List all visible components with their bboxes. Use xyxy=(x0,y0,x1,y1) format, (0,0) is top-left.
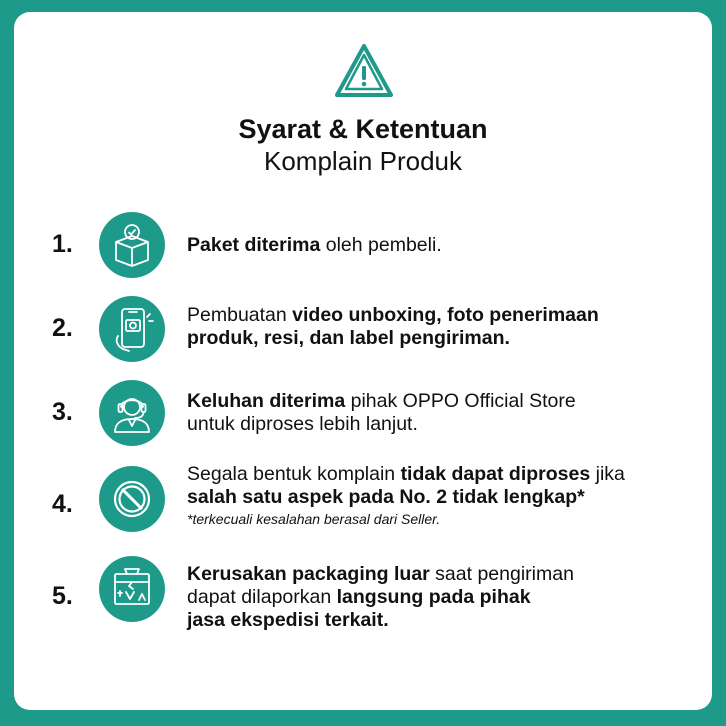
item-text-line xyxy=(187,413,687,436)
page-subtitle: Komplain Produk xyxy=(264,146,462,176)
item-text-line xyxy=(187,327,687,350)
item-text-bold: produk, resi, dan label pengiriman. xyxy=(187,327,510,349)
item-text-regular: jika xyxy=(590,463,625,485)
item-text-line xyxy=(187,234,687,257)
item-icon-circle xyxy=(99,212,165,278)
item-text-bold: tidak dapat diproses xyxy=(400,463,591,485)
item-text-bold: jasa ekspedisi terkait. xyxy=(187,609,389,631)
item-icon-circle xyxy=(99,296,165,362)
item-icon-circle xyxy=(99,466,165,532)
item-icon-circle xyxy=(99,556,165,622)
item-text-bold: Kerusakan packaging luar xyxy=(187,563,430,585)
item-number: 3. xyxy=(52,398,73,426)
item-text-regular: Pembuatan xyxy=(187,304,293,326)
item-number: 5. xyxy=(52,582,73,610)
item-text-line xyxy=(187,586,687,609)
item-text-regular: Segala bentuk komplain xyxy=(187,463,401,485)
item-text xyxy=(187,304,687,350)
item-text xyxy=(187,390,687,436)
item-number: 2. xyxy=(52,314,73,342)
item-text-regular: saat pengiriman xyxy=(429,563,574,585)
page-title: Syarat & Ketentuan xyxy=(238,114,488,144)
prohibited-icon xyxy=(99,466,165,532)
phone-camera-icon xyxy=(99,296,165,362)
item-text-line xyxy=(187,486,687,509)
damaged-box-icon xyxy=(99,556,165,622)
item-text-regular: pihak OPPO Official Store xyxy=(345,390,576,412)
item-text-line xyxy=(187,563,687,586)
item-text-line xyxy=(187,390,687,413)
item-text-regular: oleh pembeli. xyxy=(320,234,442,256)
item-text-line xyxy=(187,609,687,632)
item-text-bold: Paket diterima xyxy=(187,234,321,256)
item-text xyxy=(187,563,687,632)
item-text-line xyxy=(187,463,687,486)
item-text-regular: untuk diproses lebih lanjut. xyxy=(187,413,418,435)
item-number: 4. xyxy=(52,490,73,518)
item-number: 1. xyxy=(52,230,73,258)
item-icon-circle xyxy=(99,380,165,446)
item-text-regular: dapat dilaporkan xyxy=(187,586,337,608)
item-text xyxy=(187,234,687,257)
item-footnote: *terkecuali kesalahan berasal dari Seller. xyxy=(187,511,441,527)
item-text-bold: video unboxing, foto penerimaan xyxy=(292,304,599,326)
item-text-bold: langsung pada pihak xyxy=(336,586,531,608)
warning-triangle-icon xyxy=(333,42,395,100)
item-text xyxy=(187,463,687,529)
package-check-icon xyxy=(99,212,165,278)
headset-agent-icon xyxy=(99,380,165,446)
item-text-bold: Keluhan diterima xyxy=(187,390,346,412)
item-text-line xyxy=(187,304,687,327)
item-text-bold: salah satu aspek pada No. 2 tidak lengkap* xyxy=(187,486,585,508)
